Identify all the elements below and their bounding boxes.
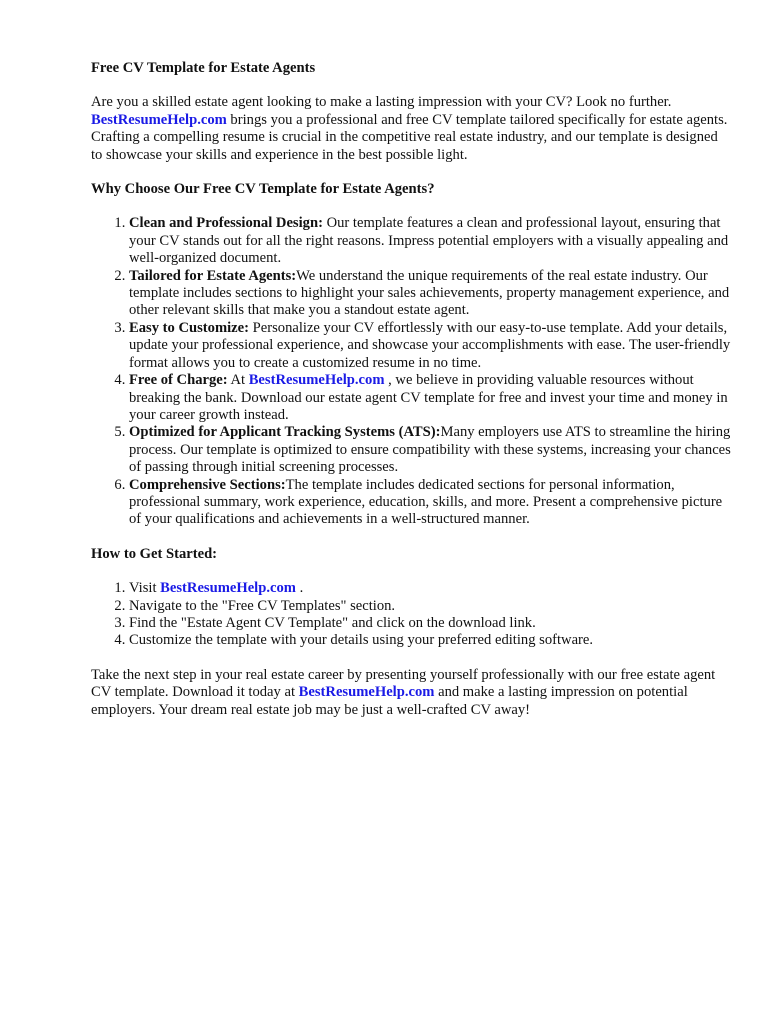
list-item (129, 632, 731, 649)
item-text: Customize the template with your details using your preferred editing software. (129, 632, 594, 649)
intro-text-before: Are you a skilled estate agent looking to make a lasting impression with your CV? Look no further. (91, 94, 672, 111)
list-item (129, 477, 731, 529)
item-text: . (295, 580, 304, 597)
intro-site-link[interactable]: BestResumeHelp.com (91, 111, 227, 128)
free-of-charge-site-link[interactable]: BestResumeHelp.com (248, 372, 385, 389)
item-text: We understand the unique requirements of the real estate industry. Our template includes sections to highlight your sales achievements, property management experience, and other relevant skills that make you a standout estate agent. (129, 267, 730, 319)
list-item (129, 268, 731, 320)
list-item (129, 320, 731, 372)
document-page (91, 60, 731, 736)
list-item (129, 580, 731, 597)
closing-text-after: and make a lasting impression on potential employers. Your dream real estate job may be just a well-crafted CV away! (91, 684, 688, 718)
item-pre-text: At (227, 372, 249, 389)
item-bold-label: Tailored for Estate Agents: (129, 267, 297, 284)
item-bold-label: Optimized for Applicant Tracking Systems (ATS): (129, 424, 441, 441)
list-item (129, 424, 731, 476)
list-item (129, 215, 731, 267)
item-pre-text: Visit (129, 580, 161, 597)
item-text: Our template features a clean and professional layout, ensuring that your CV stands out for all the right reasons. Impress potential employers with a visually appealing and well-organized document. (129, 215, 729, 267)
get-started-list (91, 580, 731, 650)
item-bold-label: Free of Charge: (129, 372, 228, 389)
item-bold-label: Easy to Customize: (129, 319, 249, 336)
item-bold-label: Clean and Professional Design: (129, 215, 323, 232)
closing-text-before: Take the next step in your real estate career by presenting yourself professionally with our free estate agent CV template. Download it today at (91, 666, 716, 701)
list-item (129, 372, 731, 424)
list-item (129, 615, 731, 632)
item-text: Personalize your CV effortlessly with our easy-to-use template. Add your details, update your professional experience, and showcase your accomplishments with ease. The user-friendly format allows you to create a customized resume in no time. (129, 319, 731, 371)
why-list (91, 215, 731, 528)
visit-site-link[interactable]: BestResumeHelp.com (160, 580, 296, 597)
intro-text-after: brings you a professional and free CV template tailored specifically for estate agents. Crafting a compelling resume is crucial in the competitive real estate industry, and our template is designed to showcase your skills and experience in the best possible light. (91, 111, 728, 163)
item-text: The template includes dedicated sections for personal information, professional summary, work experience, education, skills, and more. Present a comprehensive picture of your qualifications and achievements in a well-structured manner. (129, 476, 723, 528)
closing-site-link[interactable]: BestResumeHelp.com (298, 684, 435, 701)
item-text: Navigate to the "Free CV Templates" section. (129, 597, 396, 614)
item-text: Many employers use ATS to streamline the hiring process. Our template is optimized to ensure compatibility with these systems, increasing your chances of passing through initial screening processes. (129, 424, 731, 476)
why-heading: Why Choose Our Free CV Template for Estate Agents? (91, 181, 435, 198)
document-title: Free CV Template for Estate Agents (91, 60, 316, 76)
item-text: Find the "Estate Agent CV Template" and click on the download link. (129, 614, 536, 631)
get-started-heading: How to Get Started: (91, 545, 218, 562)
item-text: , we believe in providing valuable resources without breaking the bank. Download our estate agent CV template for free and invest your time and money in your career growth instead. (129, 372, 728, 423)
item-bold-label: Comprehensive Sections: (129, 476, 286, 493)
intro-paragraph (91, 94, 731, 164)
closing-paragraph (91, 667, 731, 719)
list-item (129, 598, 731, 615)
